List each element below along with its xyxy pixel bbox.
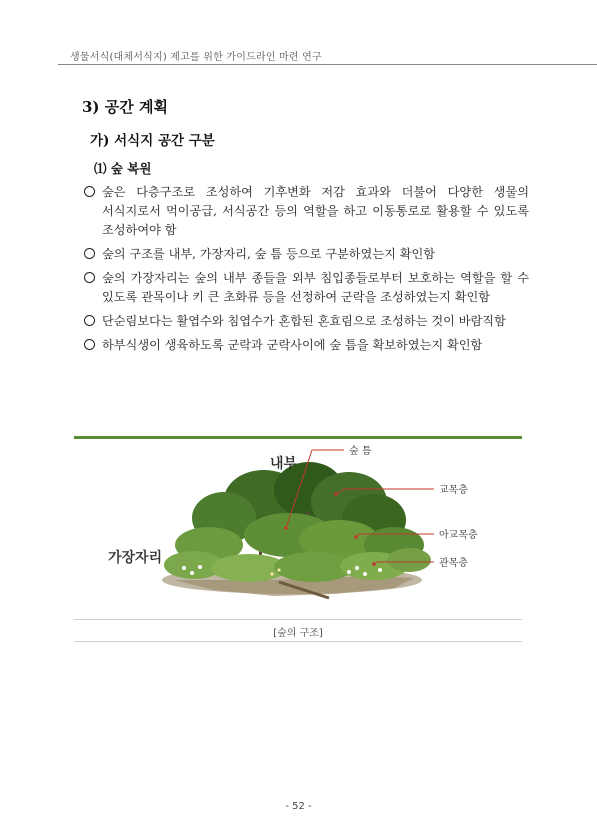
circle-bullet-icon (84, 339, 95, 350)
label-edge: 가장자리 (108, 550, 163, 566)
label-subcanopy: 아교목층 (439, 530, 478, 541)
list-item (84, 269, 529, 307)
subsection-title: 가) 서식지 공간 구분 (90, 133, 215, 149)
circle-bullet-icon (84, 248, 95, 259)
bullet-text: 단순림보다는 활엽수와 침엽수가 혼합된 혼효림으로 조성하는 것이 바람직함 (102, 314, 506, 328)
section-title: 3) 공간 계획 (82, 98, 168, 116)
bullet-text: 숲의 가장자리는 숲의 내부 종들을 외부 침입종들로부터 보호하는 역할을 할 수 있도록 관목이나 키 큰 초화류 등을 선정하여 군락을 조성하였는지 확인함 (102, 271, 529, 304)
circle-bullet-icon (84, 186, 95, 197)
label-gap: 숲 틈 (349, 446, 372, 457)
subsub-title: ⑴ 숲 복원 (94, 161, 152, 176)
running-header: 생물서식(대체서식지) 제고를 위한 가이드라인 마련 연구 (70, 52, 322, 63)
circle-bullet-icon (84, 272, 95, 283)
list-item (84, 312, 529, 331)
list-item (84, 245, 529, 264)
figure-bottom-rule (74, 619, 522, 620)
bullet-text: 숲은 다층구조로 조성하여 기후변화 저감 효과와 더불어 다양한 생물의 서식지로서 먹이공급, 서식공간 등의 역할을 하고 이동통로로 활용할 수 있도록 조성하여야 함 (102, 185, 529, 237)
bullet-list (84, 183, 529, 360)
caption-rule (74, 641, 522, 642)
list-item (84, 336, 529, 355)
figure-top-rule (74, 436, 522, 439)
circle-bullet-icon (84, 315, 95, 326)
forest-illustration (162, 462, 431, 598)
label-interior: 내부 (270, 456, 298, 472)
list-item (84, 183, 529, 240)
page-number: - 52 - (285, 801, 312, 812)
label-canopy: 교목층 (439, 485, 468, 496)
bullet-text: 하부식생이 생육하도록 군락과 군락사이에 숲 틈을 확보하였는지 확인함 (102, 338, 483, 352)
header-divider (58, 64, 597, 65)
label-shrub: 관목층 (439, 558, 468, 569)
figure-caption: [숲의 구조] (273, 628, 323, 639)
forest-structure-figure (74, 440, 522, 618)
bullet-text: 숲의 구조를 내부, 가장자리, 숲 틈 등으로 구분하였는지 확인함 (102, 247, 436, 261)
